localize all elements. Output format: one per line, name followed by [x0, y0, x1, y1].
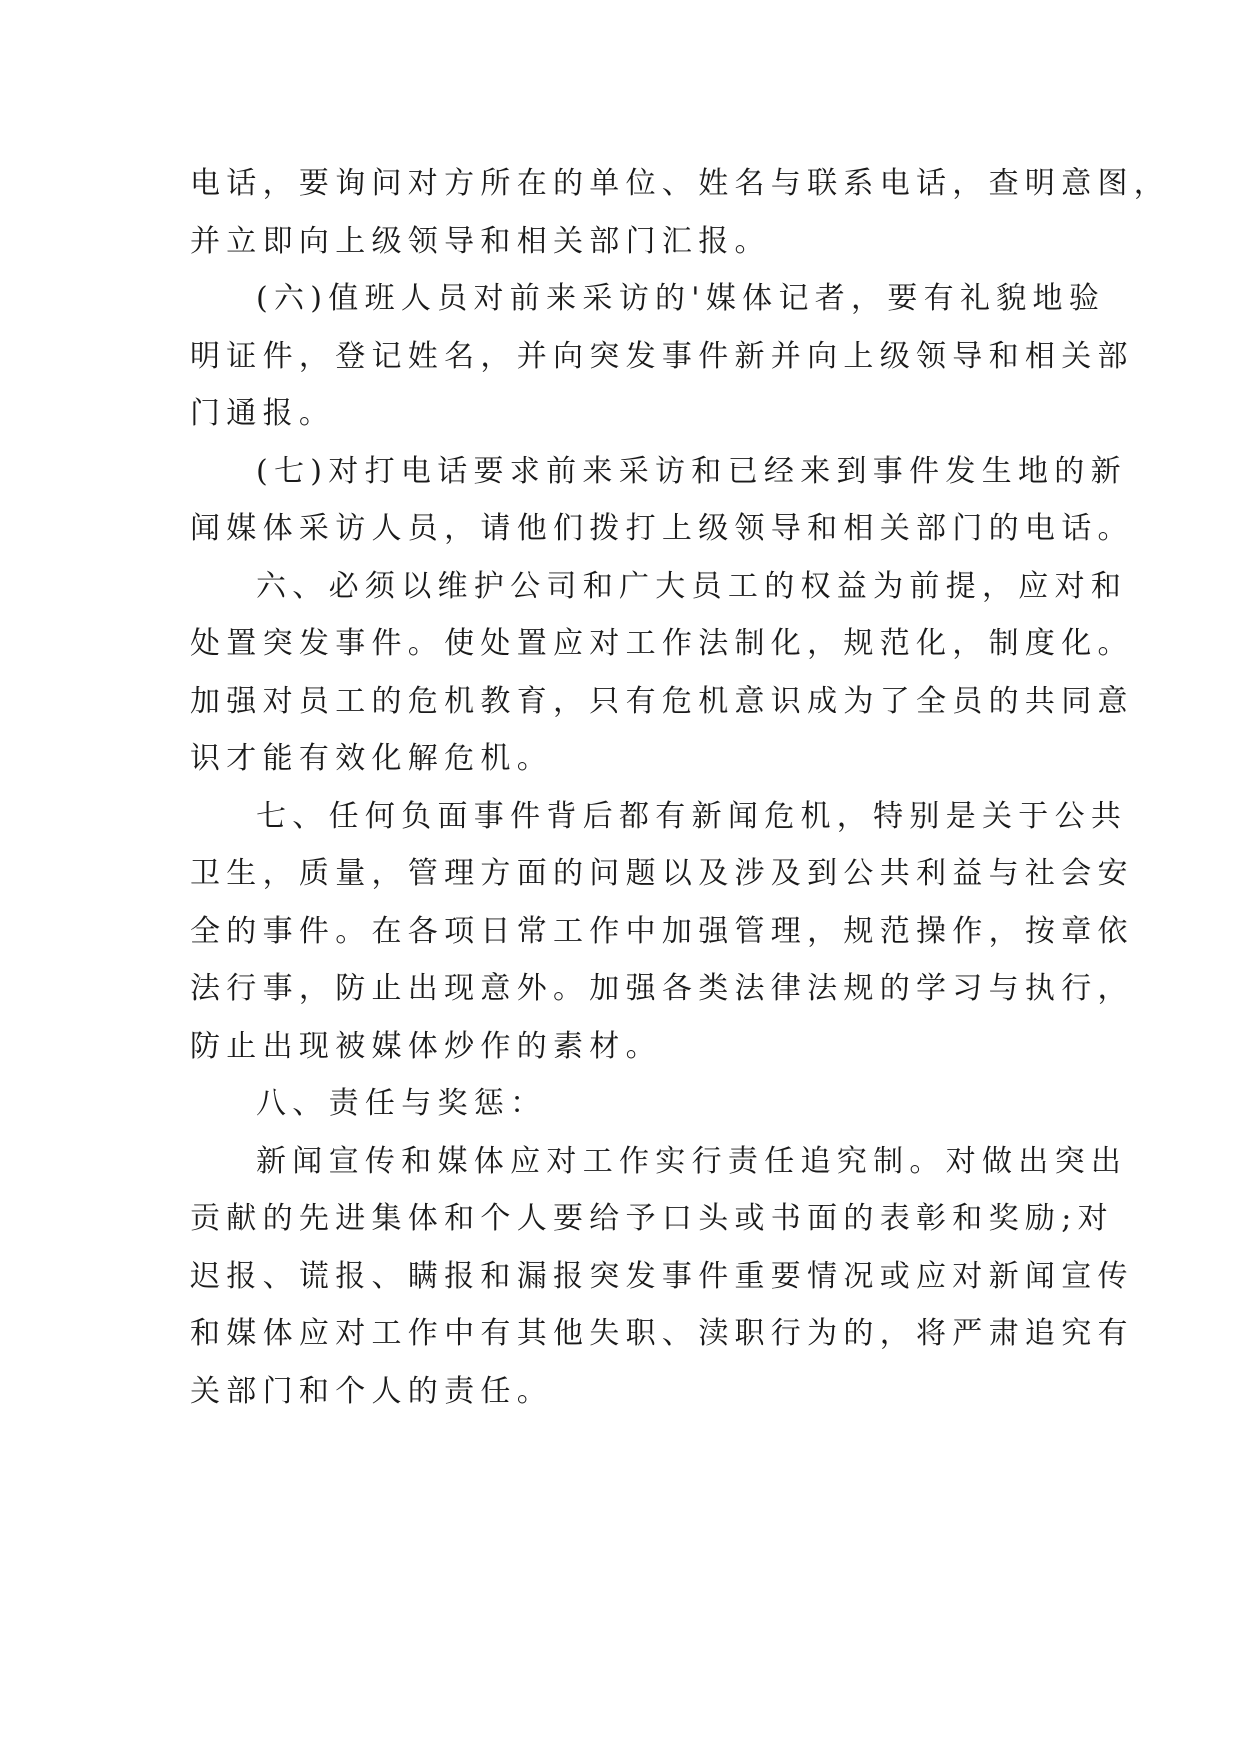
text-line: 和媒体应对工作中有其他失职、渎职行为的，将严肃追究有 — [190, 1316, 1134, 1351]
text-line: 迟报、谎报、瞒报和漏报突发事件重要情况或应对新闻宣传 — [190, 1258, 1134, 1294]
text-line: 六、必须以维护公司和广大员工的权益为前提，应对和 — [256, 568, 1128, 604]
text-line: 电话，要询问对方所在的单位、姓名与联系电话，查明意图， — [190, 166, 1171, 201]
text-line: 门通报。 — [190, 396, 336, 431]
text-line: 处置突发事件。使处置应对工作法制化，规范化，制度化。 — [190, 626, 1134, 661]
text-line: 关部门和个人的责任。 — [190, 1373, 553, 1409]
text-line: 贡献的先进集体和个人要给予口头或书面的表彰和奖励;对 — [190, 1201, 1114, 1236]
text-line: 卫生，质量，管理方面的问题以及涉及到公共利益与社会安 — [190, 856, 1134, 891]
text-line: 七、任何负面事件背后都有新闻危机，特别是关于公共 — [256, 798, 1128, 834]
text-line: (六)值班人员对前来采访的'媒体记者，要有礼貌地验 — [256, 281, 1106, 316]
text-line: 并立即向上级领导和相关部门汇报。 — [190, 223, 771, 259]
text-line: 加强对员工的危机教育，只有危机意识成为了全员的共同意 — [190, 683, 1134, 719]
text-line: 全的事件。在各项日常工作中加强管理，规范操作，按章依 — [190, 913, 1134, 949]
text-line: (七)对打电话要求前来采访和已经来到事件发生地的新 — [256, 453, 1127, 489]
text-line: 识才能有效化解危机。 — [190, 741, 553, 776]
text-line: 防止出现被媒体炒作的素材。 — [190, 1028, 662, 1064]
text-line: 八、责任与奖惩： — [256, 1086, 547, 1121]
text-line: 闻媒体采访人员，请他们拨打上级领导和相关部门的电话。 — [190, 511, 1134, 546]
text-line: 法行事，防止出现意外。加强各类法律法规的学习与执行， — [190, 971, 1134, 1006]
text-line: 新闻宣传和媒体应对工作实行责任追究制。对做出突出 — [256, 1143, 1128, 1179]
text-line: 明证件，登记姓名，并向突发事件新并向上级领导和相关部 — [190, 338, 1134, 374]
document-body — [190, 155, 1171, 1420]
